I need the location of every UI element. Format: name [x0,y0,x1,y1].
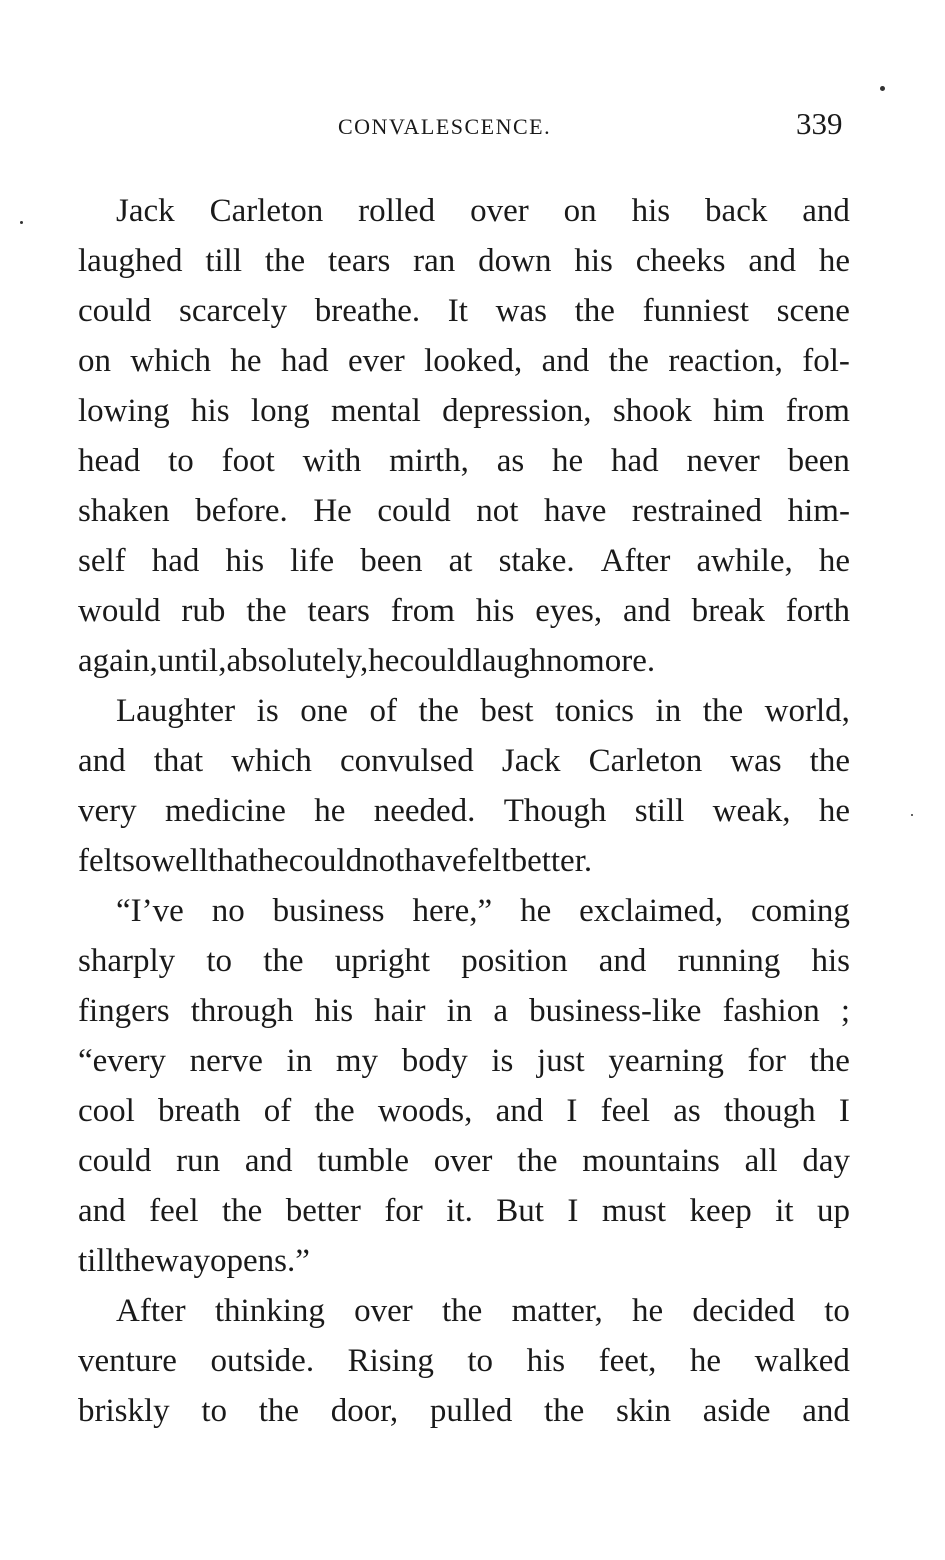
word: opens.” [210,1243,310,1279]
word: the [221,1193,263,1229]
word: through [190,993,294,1029]
word: his [191,393,230,429]
text-line [78,886,850,936]
word: skin [616,1393,672,1429]
word: After [116,1293,186,1329]
word: feet, [598,1343,657,1379]
word: on [78,343,111,379]
word: lowing [78,393,170,429]
word: the [114,1243,156,1279]
word: it [775,1193,794,1229]
word: “I’ve [116,893,184,929]
text-line [78,236,850,286]
word: the [264,243,306,279]
word: I [566,1093,578,1129]
word: medicine [164,793,286,829]
word: up [816,1193,850,1229]
word: and [541,343,590,379]
word: his [574,243,613,279]
word: of [263,1093,292,1129]
word: to [467,1343,494,1379]
word: could [377,493,451,529]
word: and [78,1193,126,1229]
word: and [623,593,671,629]
text-line [78,286,850,336]
word: till [78,1243,115,1279]
word: his [314,993,354,1029]
word: down [478,243,552,279]
word: been [360,543,423,579]
word: better [285,1193,361,1229]
word: eyes, [535,593,603,629]
word: from [785,393,850,429]
word: scarcely [179,293,288,329]
word: felt [78,843,122,879]
word: I [567,1193,579,1229]
word: with [302,443,362,479]
scan-speck [20,221,23,224]
text-line [78,186,850,236]
word: at [448,543,473,579]
word: breath [158,1093,241,1129]
word: tumble [317,1143,409,1179]
word: the [442,1293,483,1329]
text-line [78,336,850,386]
word: as [673,1093,701,1129]
word: the [418,693,459,729]
word: tears [328,243,391,279]
word: before. [195,493,288,529]
word: keep [689,1193,752,1229]
scan-speck [911,814,913,816]
word: the [263,943,304,979]
word: could [288,843,363,879]
word: to [206,943,233,979]
word: and [78,743,126,779]
word: his [475,593,515,629]
word: for [747,1043,786,1079]
word: had [280,343,329,379]
word: had [611,443,659,479]
word: never [686,443,760,479]
word: way [155,1243,210,1279]
word: yearning [608,1043,724,1079]
word: depression, [442,393,592,429]
word: mountains [582,1143,720,1179]
word: the [517,1143,558,1179]
text-line [78,686,850,736]
word: the [809,1043,850,1079]
word: and [802,193,850,229]
word: would [78,593,161,629]
word: the [574,293,615,329]
word: the [314,1093,355,1129]
word: Jack [116,193,175,229]
word: it. [446,1193,473,1229]
word: that [153,743,204,779]
word: walked [754,1343,850,1379]
word: looked, [424,343,523,379]
text-line [78,386,850,436]
word: weak, [712,793,791,829]
word: from [390,593,455,629]
word: briskly [78,1393,170,1429]
word: he [632,1293,664,1329]
word: rolled [358,193,436,229]
word: well [151,843,209,879]
word: position [461,943,568,979]
text-line [78,536,850,586]
word: business-like [529,993,702,1029]
word: the [258,1393,300,1429]
text-line [78,736,850,786]
word: he [552,443,584,479]
word: cheeks [635,243,726,279]
word: ever [347,343,405,379]
word: though [723,1093,816,1129]
word: to [168,443,194,479]
word: could [78,293,152,329]
word: to [824,1293,850,1329]
word: a [493,993,509,1029]
word: till [205,243,242,279]
word: and [802,1393,850,1429]
word: reaction, [668,343,783,379]
body-text [78,186,850,1436]
word: he [818,243,850,279]
word: was [730,743,782,779]
word: not [362,843,405,879]
word: thinking [214,1293,325,1329]
word: convulsed [339,743,474,779]
word: here,” [412,893,493,929]
word: could [399,643,473,679]
word: ran [413,243,456,279]
word: he [368,643,400,679]
word: laughed [78,243,183,279]
word: could [78,1143,152,1179]
word: him [713,393,765,429]
word: have [404,843,467,879]
word: He [313,493,352,529]
word: his [225,543,265,579]
word: have [544,493,607,529]
word: nerve [189,1043,263,1079]
word: mental [330,393,421,429]
text-line [78,986,850,1036]
text-line [78,486,850,536]
word: Though [503,793,607,829]
word: still [634,793,685,829]
word: felt [466,843,511,879]
text-line [78,1236,850,1286]
word: for [384,1193,423,1229]
word: exclaimed, [579,893,723,929]
word: and [495,1093,544,1129]
text-line [78,1036,850,1086]
word: the [809,743,850,779]
word: outside. [210,1343,315,1379]
word: had [151,543,200,579]
word: “every [78,1043,166,1079]
word: upright [334,943,431,979]
word: again, [78,643,158,679]
word: fashion [722,993,820,1029]
word: decided [692,1293,796,1329]
word: very [78,793,137,829]
word: been [787,443,850,479]
word: is [491,1043,514,1079]
word: is [256,693,279,729]
word: in [446,993,473,1029]
word: he [257,843,289,879]
word: his [811,943,850,979]
word: which [231,743,312,779]
word: feel [600,1093,651,1129]
word: awhile, [696,543,793,579]
word: funniest [642,293,749,329]
word: day [802,1143,850,1179]
word: on [563,193,597,229]
word: I [838,1093,850,1129]
word: tonics [555,693,634,729]
word: was [495,293,547,329]
word: aside [702,1393,771,1429]
word: venture [78,1343,177,1379]
word: But [496,1193,544,1229]
text-line [78,1086,850,1136]
text-line [78,1386,850,1436]
word: It [447,293,468,329]
word: back [705,193,768,229]
word: in [286,1043,313,1079]
text-line [78,1136,850,1186]
word: foot [221,443,275,479]
word: and [598,943,647,979]
word: the [246,593,287,629]
word: so [121,843,152,879]
word: laugh [472,643,547,679]
word: that [208,843,258,879]
word: tears [307,593,370,629]
word: cool [78,1093,135,1129]
word: just [537,1043,585,1079]
word: best [480,693,534,729]
word: absolutely, [226,643,369,679]
running-head: CONVALESCENCE. [338,114,552,139]
word: scene [776,293,850,329]
text-line [78,1286,850,1336]
word: he [818,793,850,829]
word: over [433,1143,493,1179]
word: mirth, [389,443,469,479]
word: the [544,1393,585,1429]
word: woods, [377,1093,473,1129]
word: fol- [802,343,850,379]
word: long [250,393,310,429]
page-header [0,108,945,148]
word: life [290,543,335,579]
word: After [600,543,671,579]
word: he [520,893,552,929]
word: his [631,193,671,229]
text-line [78,586,850,636]
word: hair [374,993,426,1029]
word: forth [785,593,850,629]
word: Jack [501,743,561,779]
word: rub [181,593,226,629]
text-line [78,636,850,686]
word: pulled [429,1393,513,1429]
word: my [335,1043,379,1079]
word: head [78,443,141,479]
word: to [201,1393,228,1429]
word: and [748,243,796,279]
word: and [244,1143,293,1179]
word: running [677,943,781,979]
word: Carleton [588,743,703,779]
word: the [608,343,649,379]
word: run [176,1143,221,1179]
text-line [78,436,850,486]
word: he [230,343,262,379]
text-line [78,786,850,836]
word: all [744,1143,778,1179]
word: better. [510,843,593,879]
word: coming [750,893,850,929]
word: as [496,443,525,479]
word: over [354,1293,413,1329]
word: shook [612,393,692,429]
scan-speck [880,86,885,91]
word: fingers [78,993,170,1029]
word: he [314,793,346,829]
word: Carleton [209,193,324,229]
word: until, [157,643,227,679]
word: which [130,343,212,379]
word: more. [579,643,656,679]
word: Laughter [116,693,236,729]
word: door, [330,1393,399,1429]
text-line [78,1336,850,1386]
word: world, [764,693,850,729]
word: over [470,193,529,229]
word: needed. [373,793,476,829]
word: one [300,693,348,729]
word: he [818,543,850,579]
word: feel [149,1193,199,1229]
word: of [369,693,397,729]
word: matter, [511,1293,603,1329]
text-line [78,836,850,886]
word: sharply [78,943,176,979]
word: business [272,893,385,929]
text-line [78,936,850,986]
word: restrained [631,493,763,529]
word: shaken [78,493,170,529]
word: no [211,893,245,929]
word: he [689,1343,722,1379]
word: break [691,593,765,629]
text-line [78,1186,850,1236]
word: in [655,693,682,729]
word: not [476,493,519,529]
page-number: 339 [796,106,843,141]
word: Rising [347,1343,434,1379]
word: the [702,693,744,729]
word: body [401,1043,468,1079]
word: ; [840,993,850,1029]
word: must [601,1193,667,1229]
word: stake. [498,543,575,579]
word: him- [787,493,850,529]
word: no [546,643,580,679]
word: breathe. [314,293,421,329]
word: his [526,1343,566,1379]
word: self [78,543,126,579]
